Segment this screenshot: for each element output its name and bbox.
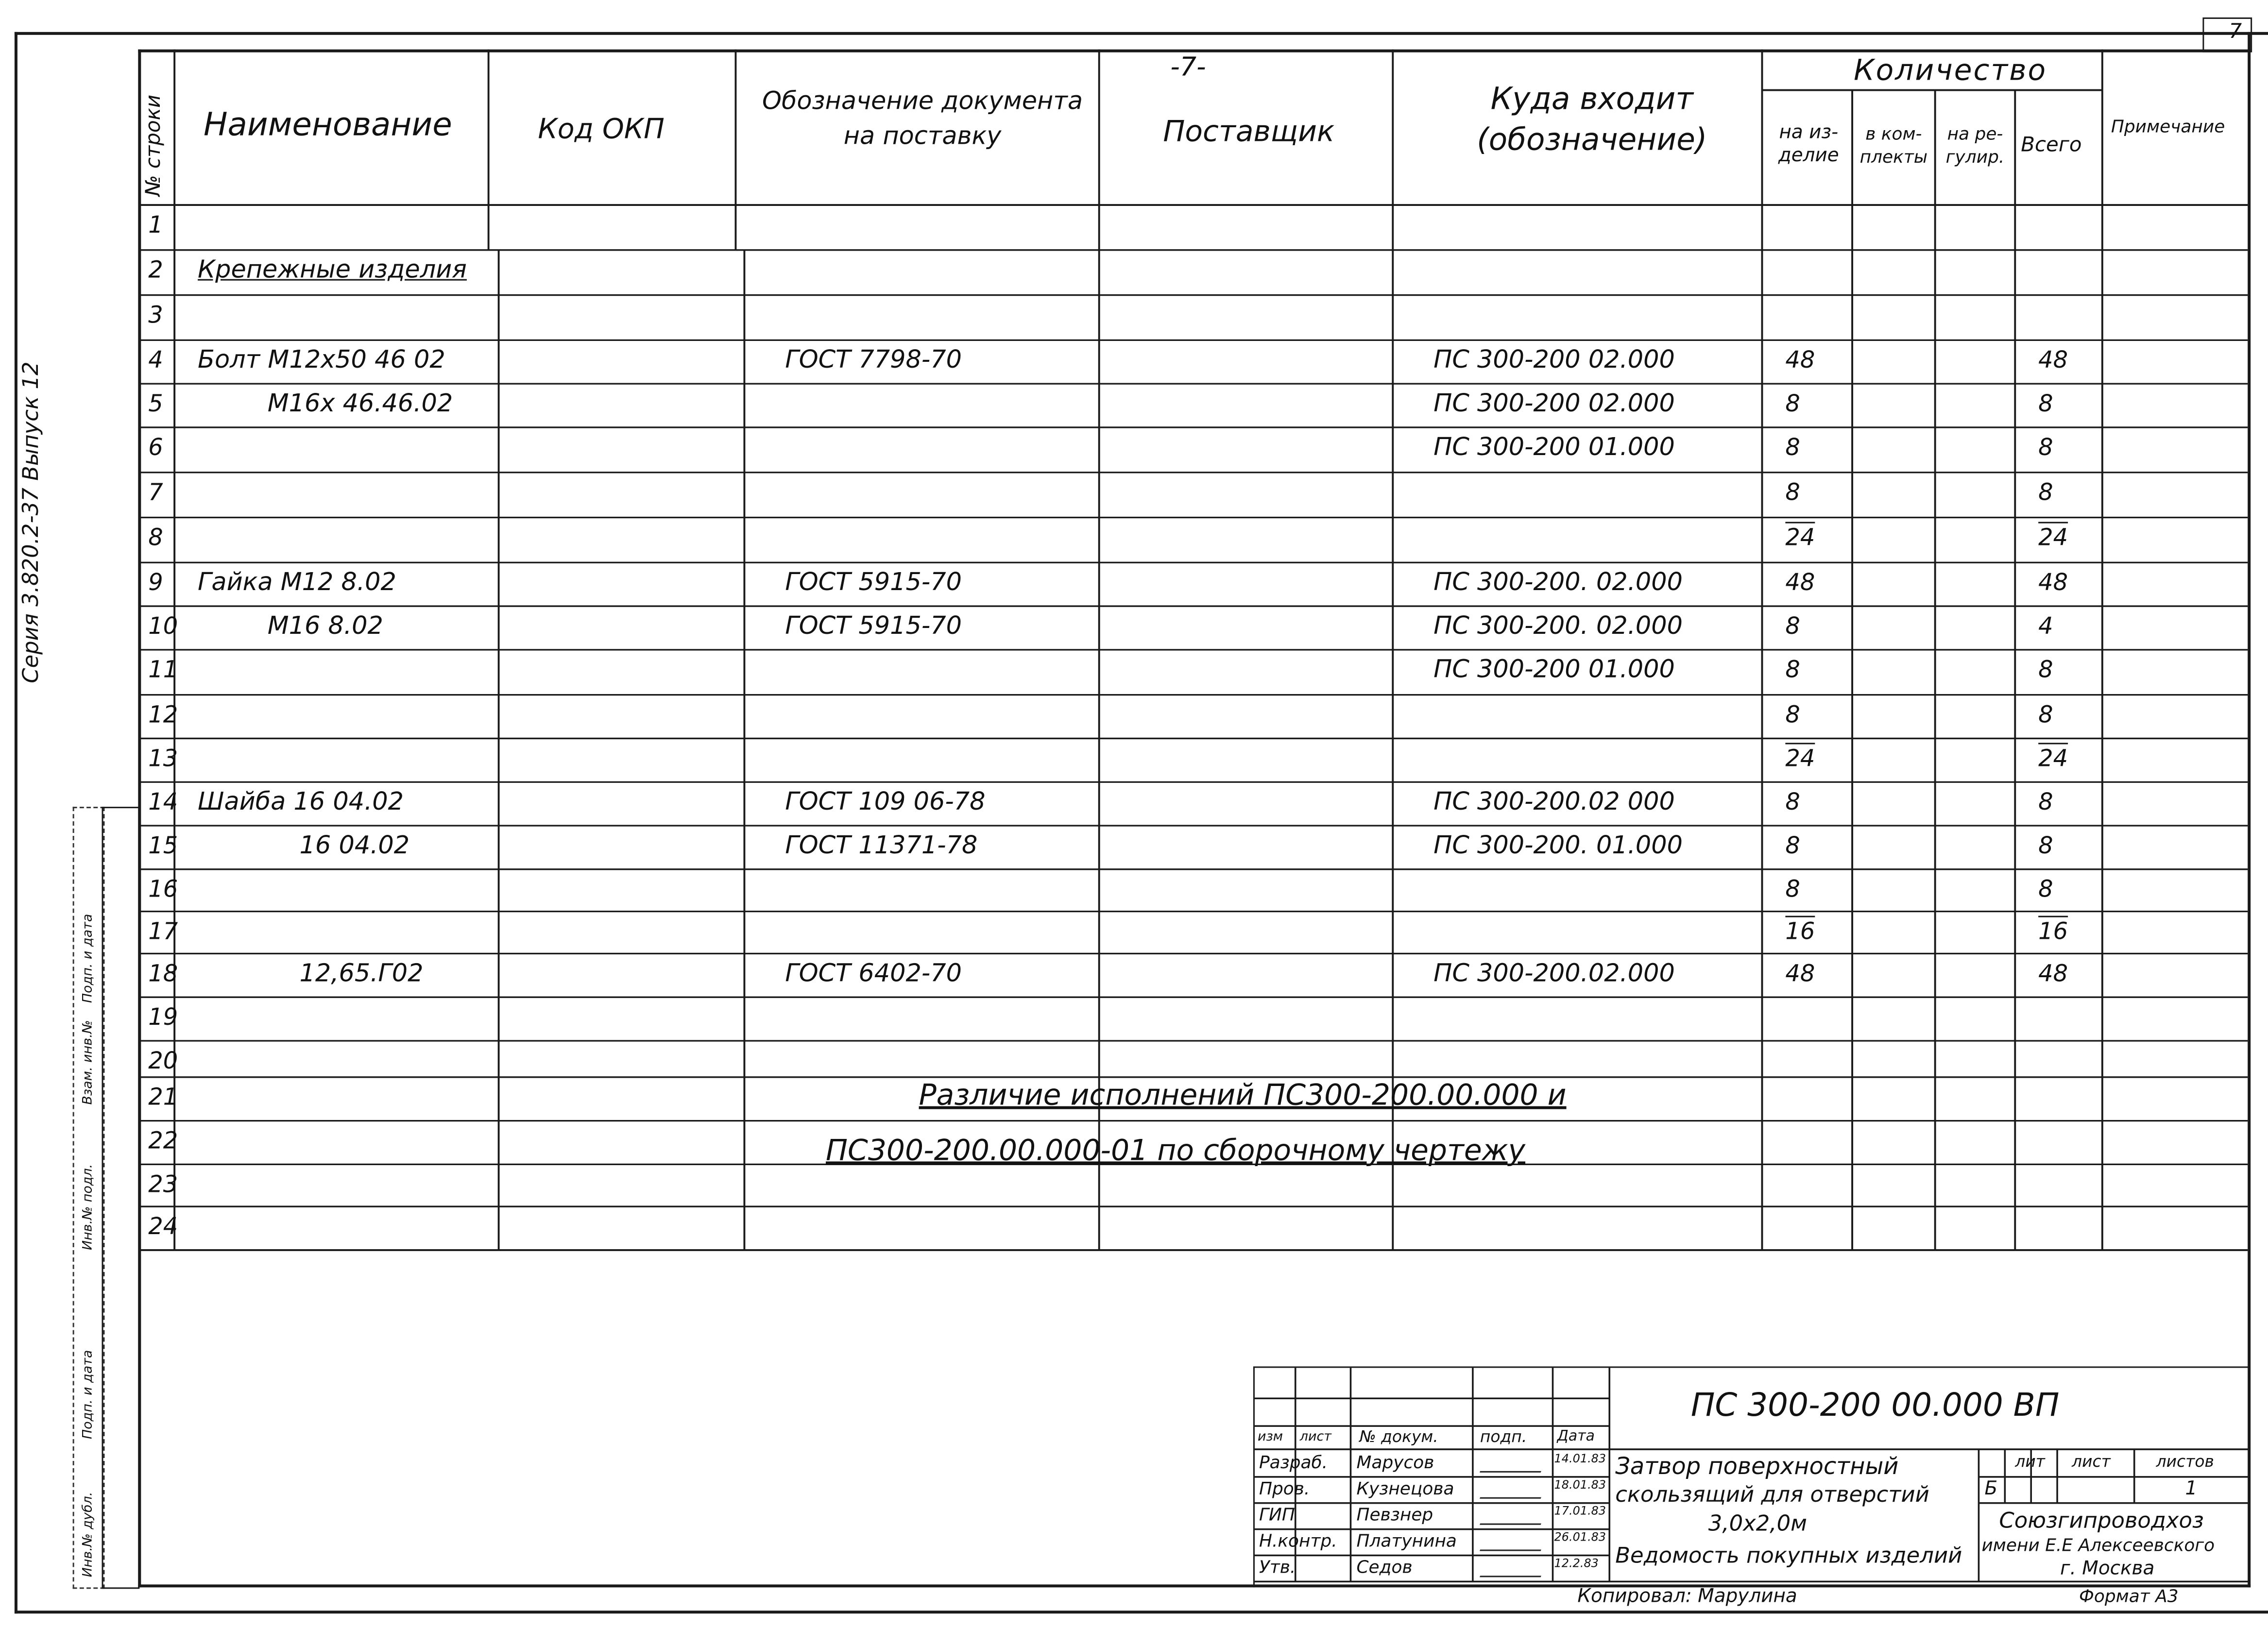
title-line-2: скользящий для отверстий — [1615, 1481, 1929, 1508]
table-row — [139, 250, 2248, 292]
row-number: 2 — [148, 255, 163, 284]
tb-role: Н.контр. — [1259, 1530, 1337, 1551]
header-qty-total: Всего — [2021, 134, 2082, 157]
header-qty-reg: на ре- гулир. — [1945, 123, 2005, 168]
table-row — [139, 427, 2248, 470]
qty-per-item: 16 — [1785, 917, 1815, 945]
row-number: 19 — [148, 1003, 178, 1031]
tb-hdr-sign: подп. — [1480, 1427, 1527, 1447]
qty-total: 48 — [2038, 568, 2068, 596]
qty-per-item: 8 — [1785, 788, 1800, 816]
row-number: 14 — [148, 788, 178, 816]
where-used: ПС 300-200.02 000 — [1433, 788, 1675, 817]
header-code: Код ОКП — [538, 113, 665, 146]
note-line-22: ПС300-200.00.000-01 по сборочному чертежу — [826, 1132, 1526, 1168]
table-row — [139, 869, 2248, 912]
qty-per-item: 8 — [1785, 478, 1800, 506]
row-number: 12 — [148, 700, 178, 729]
header-supplier: Поставщик — [1163, 113, 1335, 149]
header-name: Наименование — [204, 107, 452, 144]
tb-date: 14.01.83 — [1554, 1452, 1606, 1465]
table-row — [139, 782, 2248, 824]
header-where: Куда входит (обозначение) — [1477, 81, 1707, 157]
qty-total: 4 — [2038, 612, 2053, 640]
table-row — [139, 650, 2248, 692]
tb-signature — [1480, 1541, 1544, 1551]
qty-total: 48 — [2038, 959, 2068, 987]
qty-total: 8 — [2038, 875, 2053, 903]
row-number: 4 — [148, 346, 163, 374]
header-qty: Количество — [1854, 52, 2047, 87]
tb-date: 26.01.83 — [1554, 1530, 1606, 1544]
table-row — [139, 562, 2248, 605]
where-used: ПС 300-200 02.000 — [1433, 346, 1675, 375]
table-row — [139, 606, 2248, 648]
stamp-label-4: Подп. и дата — [81, 1350, 96, 1440]
where-used: ПС 300-200. 01.000 — [1433, 831, 1683, 861]
row-number: 9 — [148, 568, 163, 596]
qty-per-item: 48 — [1785, 568, 1815, 596]
doc-designation: ГОСТ 109 06-78 — [785, 788, 986, 817]
part-name: Гайка М12 8.02 — [198, 568, 396, 598]
where-used: ПС 300-200 02.000 — [1433, 390, 1675, 419]
table-row — [139, 473, 2248, 515]
header-qty-item: на из- делие — [1778, 122, 1839, 168]
table-row — [139, 695, 2248, 737]
row-number: 21 — [148, 1083, 178, 1111]
qty-total: 48 — [2038, 346, 2068, 374]
where-used: ПС 300-200. 02.000 — [1433, 612, 1683, 641]
row-number: 23 — [148, 1170, 178, 1198]
part-name: Шайба 16 04.02 — [198, 788, 404, 817]
header-note: Примечание — [2111, 116, 2225, 137]
copied-by: Копировал: Марулина — [1577, 1586, 1797, 1608]
where-used: ПС 300-200 01.000 — [1433, 433, 1675, 462]
qty-total: 8 — [2038, 433, 2053, 461]
row-number: 5 — [148, 390, 163, 417]
tb-signature — [1480, 1567, 1544, 1577]
row-number: 8 — [148, 523, 163, 551]
table-row — [139, 1164, 2248, 1206]
row-number: 11 — [148, 655, 178, 683]
where-used: ПС 300-200. 02.000 — [1433, 568, 1683, 598]
header-row-no: № строки — [142, 94, 166, 197]
tb-lit-value: Б — [1984, 1478, 1998, 1500]
tb-sheets-value: 1 — [2185, 1478, 2198, 1500]
qty-per-item: 8 — [1785, 875, 1800, 903]
qty-per-item: 8 — [1785, 390, 1800, 417]
qty-per-item: 8 — [1785, 831, 1800, 859]
table-row — [139, 340, 2248, 382]
tb-sheets-label: листов — [2156, 1452, 2214, 1471]
tb-date: 12.2.83 — [1554, 1557, 1599, 1570]
qty-per-item: 8 — [1785, 433, 1800, 461]
tb-person-name: Певзнер — [1356, 1504, 1433, 1525]
title-line-1: Затвор поверхностный — [1615, 1452, 1899, 1480]
note-line-21: Различие исполнений ПС300-200.00.000 и — [919, 1077, 1567, 1112]
doc-designation: ПС 300-200 00.000 ВП — [1690, 1388, 2060, 1425]
table-row — [139, 518, 2248, 560]
sheet-number: 7 — [2229, 20, 2242, 44]
page-marker: -7- — [1170, 52, 1206, 83]
tb-hdr-date: Дата — [1557, 1429, 1595, 1445]
qty-per-item: 24 — [1785, 744, 1815, 772]
row-number: 3 — [148, 301, 163, 329]
tb-signature — [1480, 1489, 1544, 1499]
tb-role: ГИП — [1259, 1504, 1295, 1525]
tb-person-name: Марусов — [1356, 1452, 1434, 1473]
tb-sheet-label: лист — [2072, 1452, 2111, 1471]
part-name: М16 8.02 — [267, 612, 383, 641]
tb-hdr-doc: № докум. — [1359, 1427, 1438, 1447]
part-name: 16 04.02 — [299, 831, 410, 861]
side-series-label: Серия 3.820.2-37 Выпуск 12 — [17, 361, 44, 683]
qty-per-item: 24 — [1785, 523, 1815, 551]
tb-role: Пров. — [1259, 1478, 1310, 1499]
doc-designation: ГОСТ 5915-70 — [785, 568, 962, 598]
org-line-3: г. Москва — [2060, 1558, 2155, 1580]
row-number: 7 — [148, 478, 163, 506]
doc-designation: ГОСТ 6402-70 — [785, 959, 962, 989]
table-row — [139, 953, 2248, 996]
stamp-label-5: Инв.№ дубл. — [81, 1492, 96, 1577]
part-name: М16х 46.46.02 — [267, 390, 453, 419]
table-row — [139, 295, 2248, 338]
qty-total: 8 — [2038, 655, 2053, 683]
table-row — [139, 997, 2248, 1039]
part-name: Болт М12х50 46 02 — [198, 346, 445, 375]
row-number: 15 — [148, 831, 178, 859]
doc-designation: ГОСТ 11371-78 — [785, 831, 978, 861]
where-used: ПС 300-200.02.000 — [1433, 959, 1675, 989]
paper-format: Формат А3 — [2079, 1586, 2179, 1607]
row-number: 16 — [148, 875, 178, 903]
tb-person-name: Кузнецова — [1356, 1478, 1454, 1499]
tb-signature — [1480, 1515, 1544, 1525]
tb-role: Разраб. — [1259, 1452, 1328, 1473]
title-line-3: 3,0х2,0м — [1708, 1510, 1808, 1537]
qty-total: 8 — [2038, 788, 2053, 816]
qty-per-item: 8 — [1785, 655, 1800, 683]
tb-hdr-list: лист — [1299, 1430, 1331, 1445]
tb-date: 17.01.83 — [1554, 1504, 1606, 1518]
tb-lit-label: лит — [2015, 1452, 2045, 1471]
table-row — [139, 384, 2248, 426]
table-row — [139, 912, 2248, 954]
part-name: 12,65.Г02 — [299, 959, 424, 989]
qty-per-item: 48 — [1785, 346, 1815, 374]
tb-signature — [1480, 1462, 1544, 1473]
header-doc: Обозначение документа на поставку — [762, 87, 1083, 152]
tb-person-name: Седов — [1356, 1557, 1413, 1577]
table-row — [139, 826, 2248, 868]
row-number: 10 — [148, 612, 178, 640]
title-block — [1253, 1366, 2249, 1587]
qty-total: 24 — [2038, 523, 2068, 551]
qty-total: 8 — [2038, 700, 2053, 729]
tb-person-name: Платунина — [1356, 1530, 1457, 1551]
qty-total: 8 — [2038, 390, 2053, 417]
table-row — [139, 1206, 2248, 1249]
tb-role: Утв. — [1259, 1557, 1296, 1577]
table-row — [139, 738, 2248, 780]
qty-per-item: 8 — [1785, 700, 1800, 729]
org-line-1: Союзгипроводхоз — [1999, 1507, 2204, 1534]
row-number: 24 — [148, 1212, 178, 1240]
org-line-2: имени Е.Е Алексеевского — [1981, 1535, 2215, 1556]
row-number: 1 — [148, 210, 163, 238]
stamp-label-2: Взам. инв.№ — [81, 1020, 96, 1105]
qty-total: 8 — [2038, 831, 2053, 859]
part-name: Крепежные изделия — [198, 255, 467, 285]
header-qty-kit: в ком- плекты — [1859, 123, 1928, 168]
stamp-label-3: Инв.№ подл. — [81, 1164, 96, 1250]
row-number: 18 — [148, 959, 178, 987]
row-number: 20 — [148, 1046, 178, 1074]
doc-designation: ГОСТ 5915-70 — [785, 612, 962, 641]
qty-total: 16 — [2038, 917, 2068, 945]
table-row — [139, 205, 2248, 247]
row-number: 6 — [148, 433, 163, 461]
doc-designation: ГОСТ 7798-70 — [785, 346, 962, 375]
where-used: ПС 300-200 01.000 — [1433, 655, 1675, 685]
qty-per-item: 48 — [1785, 959, 1815, 987]
row-number: 13 — [148, 744, 178, 772]
row-number: 22 — [148, 1126, 178, 1154]
tb-hdr-izm: изм — [1257, 1430, 1283, 1445]
stamp-label-1: Подп. и дата — [81, 914, 96, 1003]
qty-per-item: 8 — [1785, 612, 1800, 640]
table-row — [139, 1041, 2248, 1083]
title-line-4: Ведомость покупных изделий — [1615, 1542, 1962, 1569]
qty-total: 8 — [2038, 478, 2053, 506]
qty-total: 24 — [2038, 744, 2068, 772]
row-number: 17 — [148, 917, 178, 945]
tb-date: 18.01.83 — [1554, 1478, 1606, 1492]
